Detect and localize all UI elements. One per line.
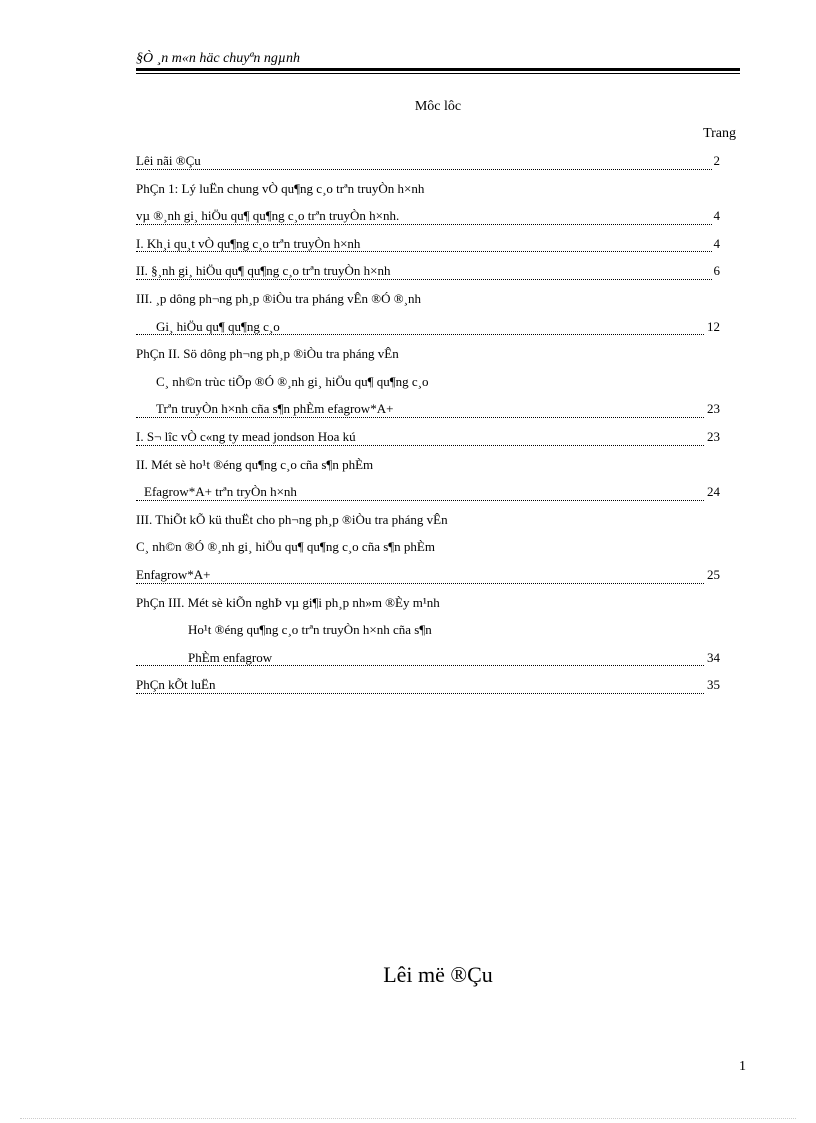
toc-entry [136,649,720,677]
toc-entry-page: 25 [707,566,720,582]
toc-entry [136,594,720,622]
toc-entry-text: vµ ®¸nh gi¸ hiÖu qu¶ qu¶ng c¸o trªn truyÒn h×nh. [136,208,403,223]
toc-entry-text: Gi¸ hiÖu qu¶ qu¶ng c¸o [156,319,284,334]
toc-entry [136,456,720,484]
toc-entry-page: 4 [713,208,720,224]
toc-entry-page: 4 [713,235,720,251]
toc-entry [136,373,720,401]
toc-entry-text: I. Kh¸i qu¸t vÒ qu¶ng c¸o trªn truyÒn h×nh [136,236,364,251]
toc-entry [136,538,720,566]
toc-page-column-label: Trang [703,126,736,141]
table-of-contents [136,152,720,704]
toc-entry [136,235,720,263]
toc-entry-text: Enfagrow*A+ [136,567,214,582]
toc-entry-text: I. S¬ lîc vÒ c«ng ty mead jondson Hoa kú [136,429,360,444]
toc-entry [136,511,720,539]
toc-entry [136,207,720,235]
toc-entry-text: Ho¹t ®éng qu¶ng c¸o trªn truyÒn h×nh cña s¶n [188,622,436,637]
toc-entry-text: III. ¸p dông ph¬ng ph¸p ®iÒu tra pháng vÊn ®Ó ®¸nh [136,291,425,306]
toc-entry-text: Efagrow*A+ trªn tryÒn h×nh [144,484,301,499]
toc-entry-page: 2 [713,153,720,168]
toc-entry-text: PhÇn III. Mét sè kiÕn nghÞ vµ gi¶i ph¸p nh»m ®Èy m¹nh [136,595,444,610]
toc-entry-text: C¸ nh©n ®Ó ®¸nh gi¸ hiÖu qu¶ qu¶ng c¸o cña s¶n phÈm [136,539,439,554]
toc-entry [136,290,720,318]
header-rule-thick [136,68,740,71]
toc-entry-text: II. §¸nh gi¸ hiÖu qu¶ qu¶ng c¸o trªn truyÒn h×nh [136,263,395,278]
running-header: §Ò ¸n m«n häc chuyªn ngµnh [136,51,300,66]
toc-entry-text: Trªn truyÒn h×nh cña s¶n phÈm efagrow*A+ [156,401,397,416]
intro-heading: Lêi më ®Çu [383,962,493,987]
toc-entry-page: 34 [707,649,720,665]
toc-entry-text: PhÇn 1: Lý luËn chung vÒ qu¶ng c¸o trªn truyÒn h×nh [136,181,428,196]
toc-entry-page: 35 [707,677,720,693]
header-rule-thin [136,73,740,74]
toc-entry [136,483,720,511]
toc-entry [136,676,720,704]
toc-title: Môc lôc [414,99,462,114]
page-bottom-edge [20,1118,796,1119]
toc-entry-text: III. ThiÕt kÕ kü thuËt cho ph¬ng ph¸p ®iÒu tra pháng vÊn [136,512,452,527]
toc-entry [136,262,720,290]
toc-entry [136,621,720,649]
toc-entry [136,180,720,208]
toc-entry [136,566,720,594]
toc-entry [136,318,720,346]
toc-entry [136,345,720,373]
toc-entry-page: 24 [707,484,720,500]
toc-entry-text: PhÇn kÕt luËn [136,677,219,692]
toc-entry-text: Lêi nãi ®Çu [136,153,205,168]
toc-entry-text: II. Mét sè ho¹t ®éng qu¶ng c¸o cña s¶n phÈm [136,457,377,472]
toc-entry-text: PhÇn II. Sö dông ph¬ng ph¸p ®iÒu tra pháng vÊn [136,346,403,361]
toc-entry-text: PhÈm enfagrow [188,650,276,665]
toc-entry [136,400,720,428]
toc-entry-page: 23 [707,401,720,417]
toc-entry-text: C¸ nh©n trùc tiÕp ®Ó ®¸nh gi¸ hiÖu qu¶ qu¶ng c¸o [156,374,433,389]
toc-entry-page: 12 [707,318,720,334]
toc-entry-page: 6 [713,263,720,279]
toc-entry [136,428,720,456]
page-number: 1 [739,1059,746,1074]
toc-entry-page: 23 [707,428,720,444]
toc-entry [136,152,720,180]
